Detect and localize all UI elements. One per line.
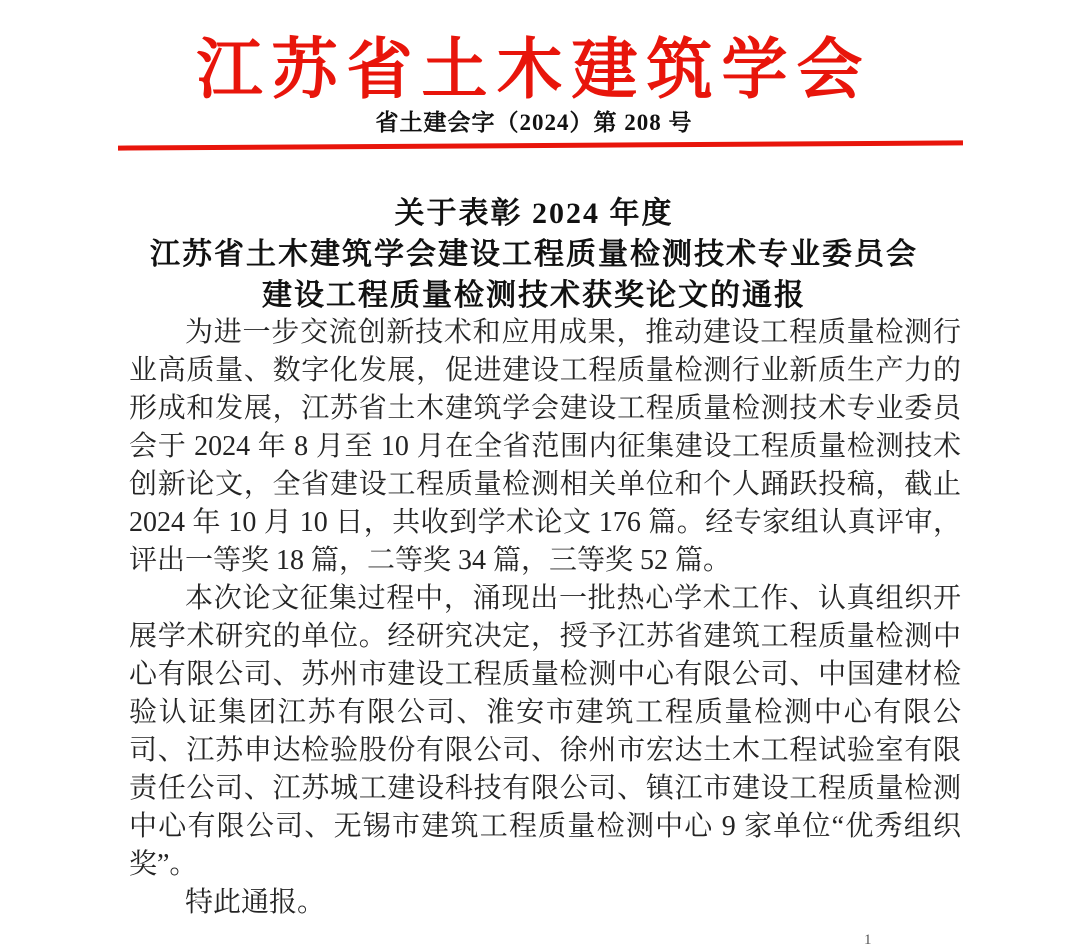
body-paragraph-2: 本次论文征集过程中，涌现出一批热心学术工作、认真组织开展学术研究的单位。经研究决定，授予江苏省建筑工程质量检测中心有限公司、苏州市建设工程质量检测中心有限公司、中国建材检验认证集团江苏有限公司、淮安市建筑工程质量检测中心有限公司、江苏申达检验股份有限公司、徐州市宏达土木工程试验室有限责任公司、江苏城工建设科技有限公司、镇江市建设工程质量检测中心有限公司、无锡市建筑工程质量检测中心 9 家单位“优秀组织奖”。 [129,583,961,880]
organization-title: 江苏省土木建筑学会 [196,34,872,107]
closing-line: 特此通报。 [185,887,326,918]
document-number: 省土建会字（2024）第 208 号 [375,110,693,135]
notice-title-line-2: 江苏省土木建筑学会建设工程质量检测技术专业委员会 [150,238,918,271]
body-paragraph-1: 为进一步交流创新技术和应用成果，推动建设工程质量检测行业高质量、数字化发展，促进建设工程质量检测行业新质生产力的形成和发展，江苏省土木建筑学会建设工程质量检测技术专业委员会于 2024 年 8 月至 10 月在全省范围内征集建设工程质量检测技术创新论文，全省建设工程质量检测相关单位和个人踊跃投稿，截止 2024 年 10 月 10 日，共收到学术论文 176 篇。经专家组认真评审，评出一等奖 18 篇，二等奖 34 篇，三等奖 52 篇。 [129,317,961,576]
red-divider-line [118,140,963,150]
page-number: 1 [864,932,872,944]
notice-title-line-1: 关于表彰 2024 年度 [394,197,674,230]
notice-title-line-3: 建设工程质量检测技术获奖论文的通报 [262,279,806,312]
notice-body [129,314,961,922]
notice-title [0,193,1068,316]
